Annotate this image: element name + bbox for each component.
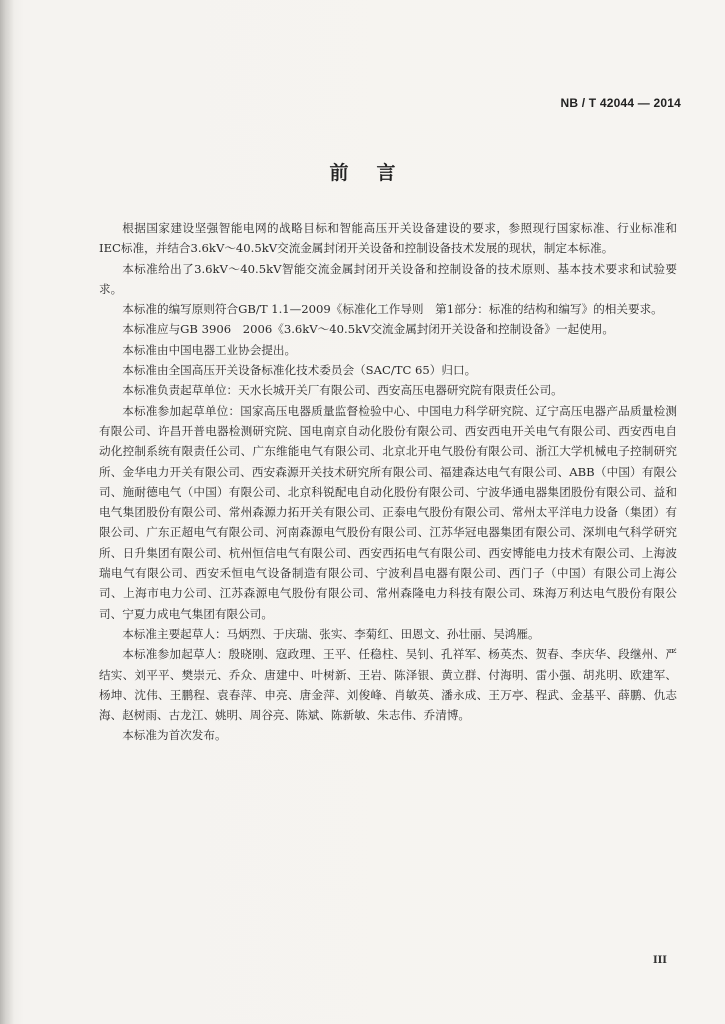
page-number: III [652, 955, 667, 966]
paragraph-intro: 根据国家建设坚强智能电网的战略目标和智能高压开关设备建设的要求，参照现行国家标准、行业标准和IEC标准，并结合3.6kV～40.5kV交流金属封闭开关设备和控制设备技术发展的现状，制定本标准。 [99, 221, 677, 256]
paragraph-proposed-by: 本标准由中国电器工业协会提出。 [122, 342, 297, 357]
paragraph-participating-drafters: 本标准参加起草人：殷晓刚、寇政理、王平、任稳柱、吴钊、孔祥军、杨英杰、贺春、李庆华、段继州、严结实、刘平平、樊崇元、乔众、唐建中、叶树新、王岩、陈泽银、黄立群、付海明、雷小强、胡兆明、欧建军、杨坤、沈伟、王鹏程、袁春萍、申亮、唐金萍、刘俊峰、肖敏英、潘永成、王万亭、程武、金基平、薛鹏、仇志海、赵树雨、古龙江、姚明、周谷亮、陈斌、陈新敏、朱志伟、乔清博。 [99, 647, 677, 723]
paragraph-scope: 本标准给出了3.6kV～40.5kV智能交流金属封闭开关设备和控制设备的技术原则、基本技术要求和试验要求。 [99, 261, 677, 296]
paragraph-managed-by: 本标准由全国高压开关设备标准化技术委员会（SAC/TC 65）归口。 [122, 363, 477, 378]
paragraph-lead-drafters: 本标准负责起草单位：天水长城开关厂有限公司、西安高压电器研究院有限责任公司。 [122, 383, 563, 398]
paragraph-main-drafters: 本标准主要起草人：马炳烈、于庆瑞、张实、李菊红、田恩文、孙壮丽、吴鸿雁。 [122, 626, 540, 641]
paragraph-use-with: 本标准应与GB 3906 2006《3.6kV～40.5kV交流金属封闭开关设备和控制设备》一起使用。 [122, 322, 614, 337]
paragraph-first-release: 本标准为首次发布。 [122, 728, 227, 743]
standard-number: NB / T 42044 — 2014 [560, 96, 681, 110]
binding-shadow [0, 0, 14, 1024]
paragraph-participating-units: 本标准参加起草单位：国家高压电器质量监督检验中心、中国电力科学研究院、辽宁高压电器产品质量检测有限公司、许昌开普电器检测研究院、国电南京自动化股份有限公司、西安西电开关电气有限公司、西安西电自动化控制系统有限责任公司、广东维能电气有限公司、北京北开电气股份有限公司、浙江大学机械电子控制研究所、金华电力开关有限公司、西安森源开关技术研究所有限公司、福建森达电气有限公司、ABB（中国）有限公司、施耐德电气（中国）有限公司、北京科锐配电自动化股份有限公司、宁波华通电器集团股份有限公司、益和电气集团股份有限公司、常州森源力拓开关有限公司、正泰电气股份有限公司、常州太平洋电力设备（集团）有限公司、广东正超电气有限公司、河南森源电气股份有限公司、江苏华冠电器集团有限公司、深圳电气科学研究所、日升集团有限公司、杭州恒信电气有限公司、西安西拓电气有限公司、西安博能电力技术有限公司、上海波瑞电气有限公司、西安禾恒电气设备制造有限公司、宁波利昌电器有限公司、西门子（中国）有限公司上海公司、上海市电力公司、江苏森源电气股份有限公司、常州森隆电力科技有限公司、珠海万利达电气股份有限公司、宁夏力成电气集团有限公司。 [99, 403, 677, 621]
page-title: 前言 [329, 162, 424, 184]
foreword-body [99, 218, 677, 746]
paragraph-drafting-rules: 本标准的编写原则符合GB/T 1.1—2009《标准化工作导则 第1部分：标准的结构和编写》的相关要求。 [122, 302, 663, 317]
